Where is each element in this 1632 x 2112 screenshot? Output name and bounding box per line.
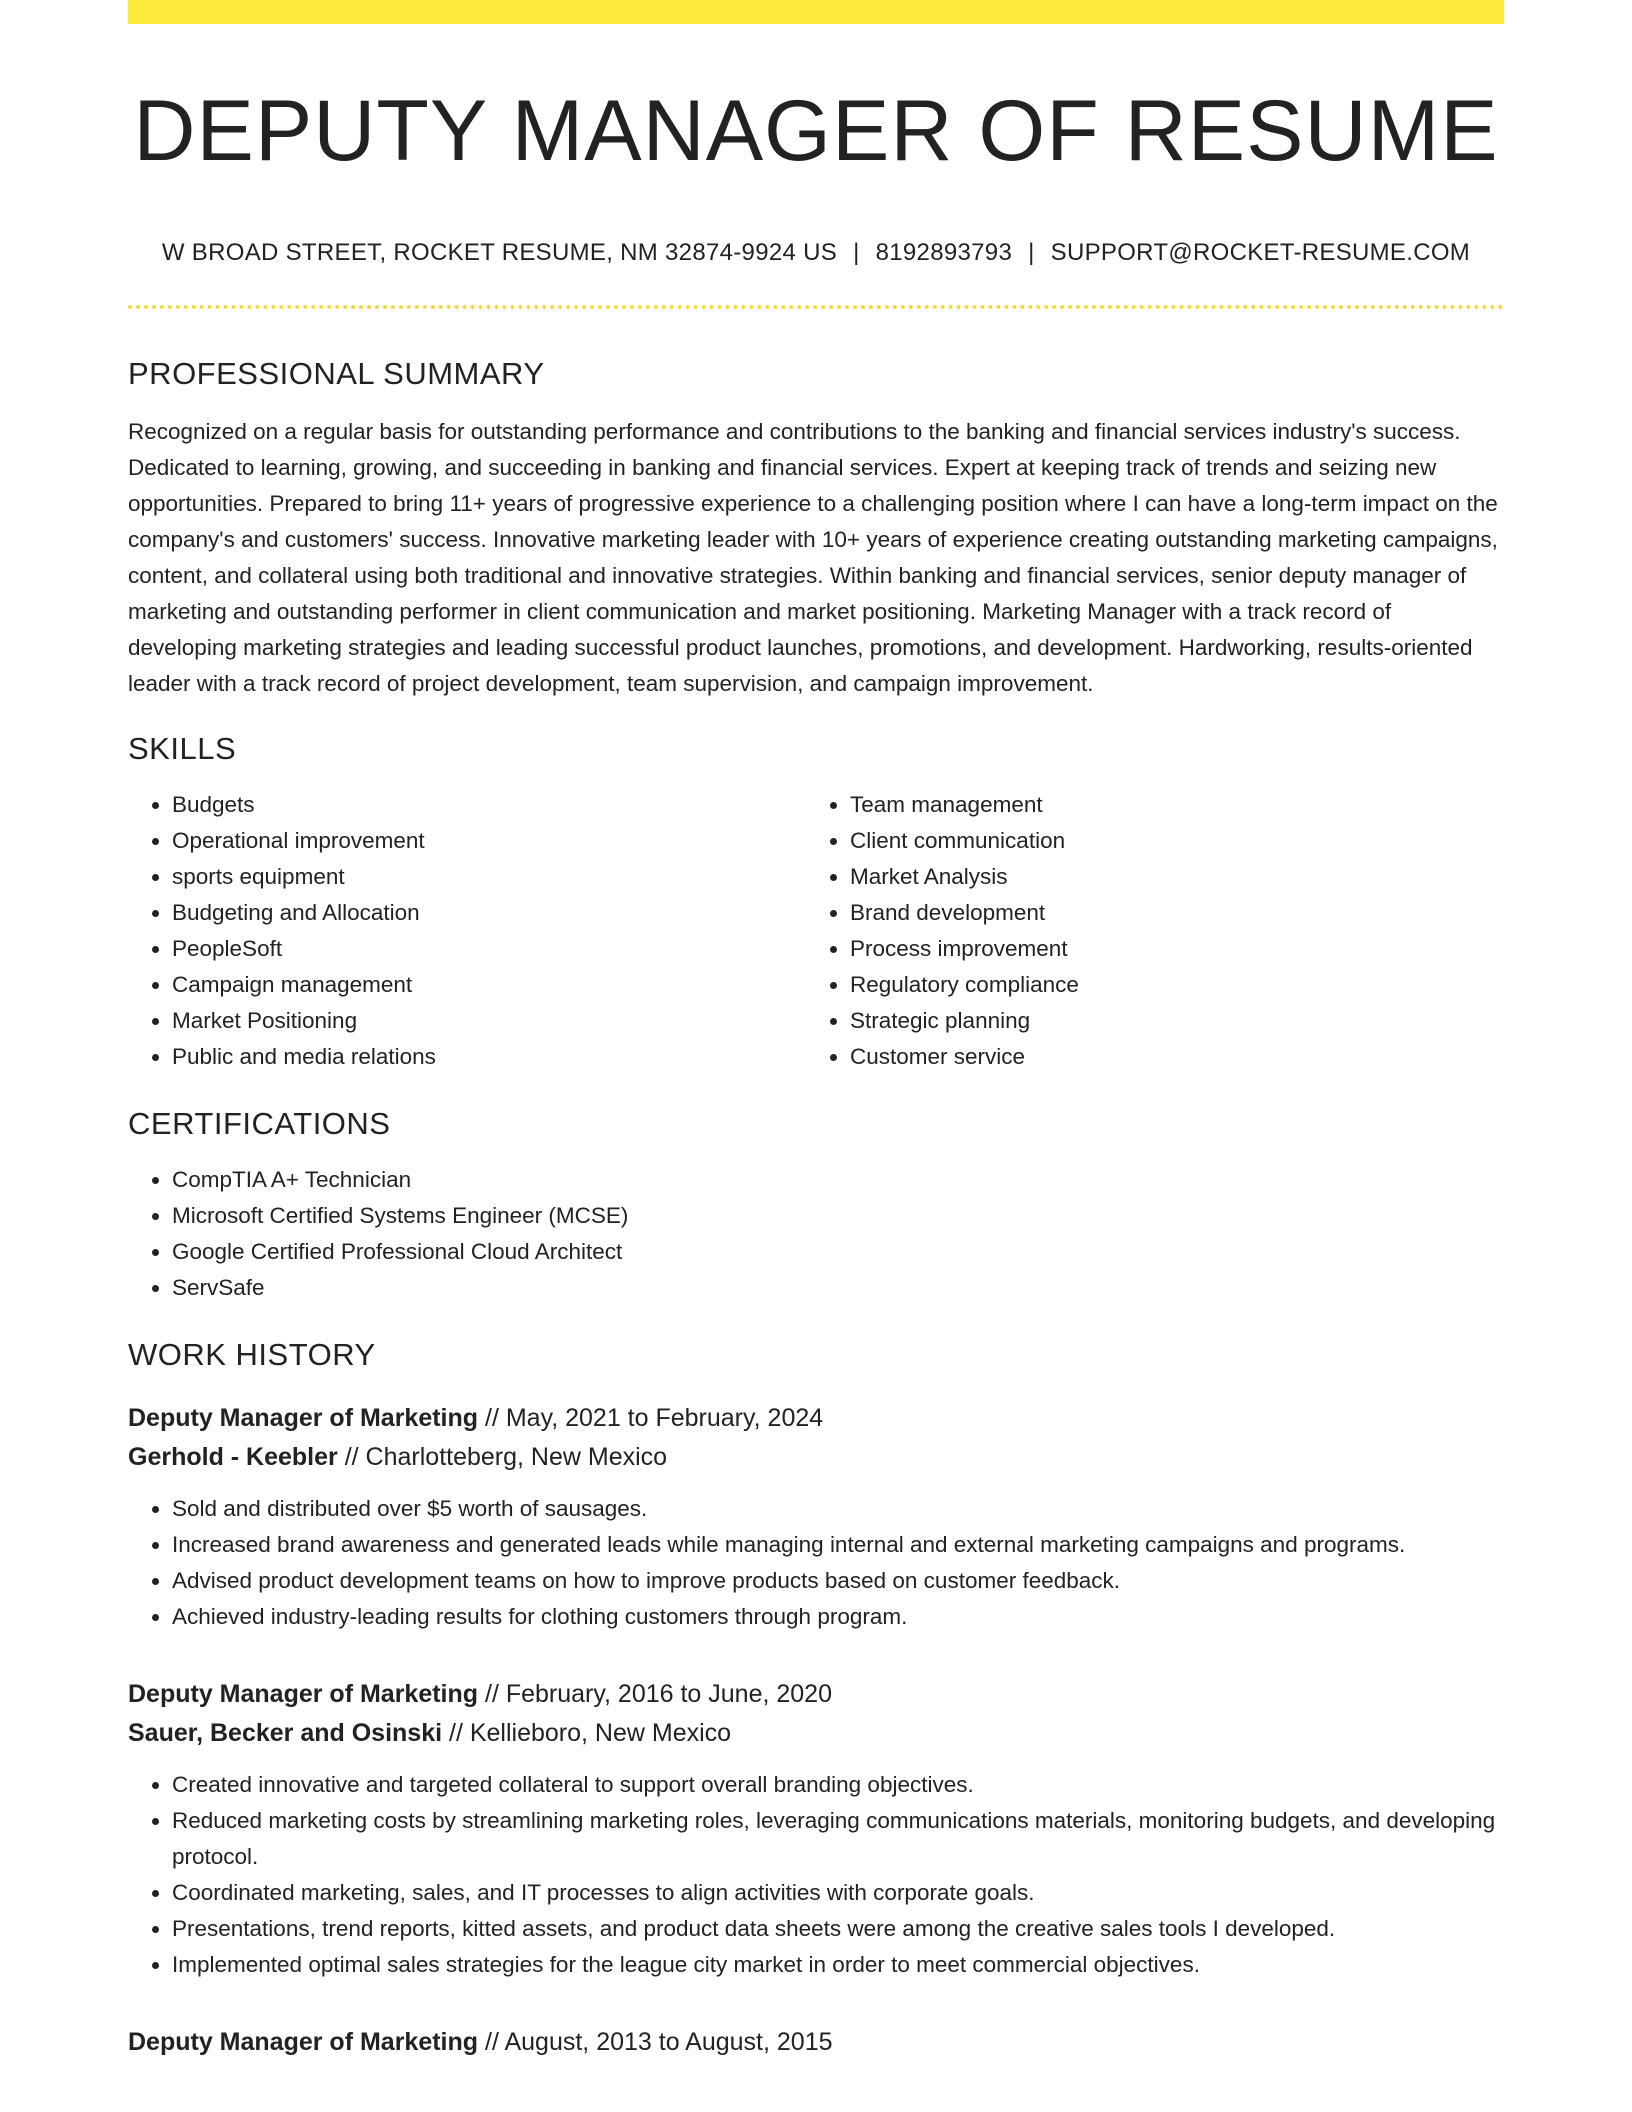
certifications-list <box>128 1162 1504 1306</box>
job-bullet: • Achieved industry-leading results for clothing customers through program. <box>172 1599 1504 1635</box>
job-bullet: • Advised product development teams on how to improve products based on customer feedback. <box>172 1563 1504 1599</box>
skill-item: • PeopleSoft <box>172 931 806 967</box>
job-bullet: • Coordinated marketing, sales, and IT processes to align activities with corporate goals. <box>172 1875 1504 1911</box>
skill-item: • Strategic planning <box>850 1003 1484 1039</box>
skill-item: • Campaign management <box>172 967 806 1003</box>
skill-item: • Team management <box>850 787 1484 823</box>
job-title-line <box>128 1675 1504 1714</box>
skill-item: • Client communication <box>850 823 1484 859</box>
certifications-heading: CERTIFICATIONS <box>128 1105 391 1141</box>
skill-item: • Customer service <box>850 1039 1484 1075</box>
job-location: // Charlotteberg, New Mexico <box>337 1443 668 1472</box>
job-title-line <box>128 1399 1504 1438</box>
job-bullet: • Created innovative and targeted collateral to support overall branding objectives. <box>172 1767 1504 1803</box>
job-title-line <box>128 2023 1504 2062</box>
job-role: Deputy Manager of Marketing <box>128 1404 479 1433</box>
resume-name: DEPUTY MANAGER OF RESUME <box>133 83 1499 179</box>
summary-text: Recognized on a regular basis for outstanding performance and contributions to the banking and financial services industry's success. Dedicated to learning, growing, and succeeding in banking and financial services. Expert at keeping track of trends and seizing new opportunities. Prepared to bring 11+ years of progressive experience to a challenging position where I can have a long-term impact on the company's and customers' success. Innovative marketing leader with 10+ years of experience creating outstanding marketing campaigns, content, and collateral using both traditional and innovative strategies. Within banking and financial services, senior deputy manager of marketing and outstanding performer in client communication and market positioning. Marketing Manager with a track record of developing marketing strategies and leading successful product launches, promotions, and development. Hardworking, results-oriented leader with a track record of project development, team supervision, and campaign improvement. <box>128 418 1498 696</box>
job-bullets <box>128 1767 1504 1983</box>
job-entry <box>128 2023 1504 2062</box>
job-bullet: • Implemented optimal sales strategies for the league city market in order to meet commercial objectives. <box>172 1947 1504 1983</box>
work-history-heading: WORK HISTORY <box>128 1337 376 1373</box>
top-accent-bar <box>128 0 1504 24</box>
skill-item: • sports equipment <box>172 859 806 895</box>
certification-item: • CompTIA A+ Technician <box>172 1162 1504 1198</box>
job-location: // Kellieboro, New Mexico <box>442 1719 732 1748</box>
skill-item: • Brand development <box>850 895 1484 931</box>
job-company-line <box>128 1714 1504 1753</box>
skill-item: • Budgeting and Allocation <box>172 895 806 931</box>
contact-line <box>128 239 1504 267</box>
job-bullet: • Increased brand awareness and generated leads while managing internal and external marketing campaigns and programs. <box>172 1527 1504 1563</box>
skill-item: • Budgets <box>172 787 806 823</box>
resume-page <box>128 0 1504 2062</box>
skill-item: • Market Analysis <box>850 859 1484 895</box>
job-company-line <box>128 1438 1504 1477</box>
job-dates: // February, 2016 to June, 2020 <box>478 1680 832 1709</box>
job-entry <box>128 1675 1504 1983</box>
skill-item: • Regulatory compliance <box>850 967 1484 1003</box>
job-company: Gerhold - Keebler <box>128 1443 338 1472</box>
job-company: Sauer, Becker and Osinski <box>128 1719 443 1748</box>
job-role: Deputy Manager of Marketing <box>128 1680 479 1709</box>
certification-item: • Google Certified Professional Cloud Architect <box>172 1234 1504 1270</box>
skills-heading: SKILLS <box>128 730 237 766</box>
job-bullets <box>128 1491 1504 1635</box>
certification-item: • ServSafe <box>172 1270 1504 1306</box>
job-bullet: • Reduced marketing costs by streamlining marketing roles, leveraging communications materials, monitoring budgets, and developing protocol. <box>172 1803 1504 1875</box>
skills-list-right <box>806 787 1484 1075</box>
job-role: Deputy Manager of Marketing <box>128 2028 479 2057</box>
job-entry <box>128 1399 1504 1635</box>
summary-heading: PROFESSIONAL SUMMARY <box>128 355 545 391</box>
job-bullet: • Sold and distributed over $5 worth of sausages. <box>172 1491 1504 1527</box>
job-dates: // August, 2013 to August, 2015 <box>478 2028 833 2057</box>
contact-email[interactable]: SUPPORT@ROCKET-RESUME.COM <box>1050 238 1471 266</box>
skill-item: • Market Positioning <box>172 1003 806 1039</box>
skills-list-left <box>128 787 806 1075</box>
skill-item: • Public and media relations <box>172 1039 806 1075</box>
contact-phone: 8192893793 <box>875 238 1013 266</box>
header-divider <box>128 305 1504 309</box>
contact-separator: | <box>1028 238 1035 266</box>
skills-grid <box>128 787 1504 1075</box>
job-dates: // May, 2021 to February, 2024 <box>478 1404 824 1433</box>
skill-item: • Process improvement <box>850 931 1484 967</box>
contact-address: W BROAD STREET, ROCKET RESUME, NM 32874-9924 US <box>161 238 838 266</box>
certification-item: • Microsoft Certified Systems Engineer (MCSE) <box>172 1198 1504 1234</box>
contact-separator: | <box>853 238 860 266</box>
skill-item: • Operational improvement <box>172 823 806 859</box>
job-bullet: • Presentations, trend reports, kitted assets, and product data sheets were among the creative sales tools I developed. <box>172 1911 1504 1947</box>
